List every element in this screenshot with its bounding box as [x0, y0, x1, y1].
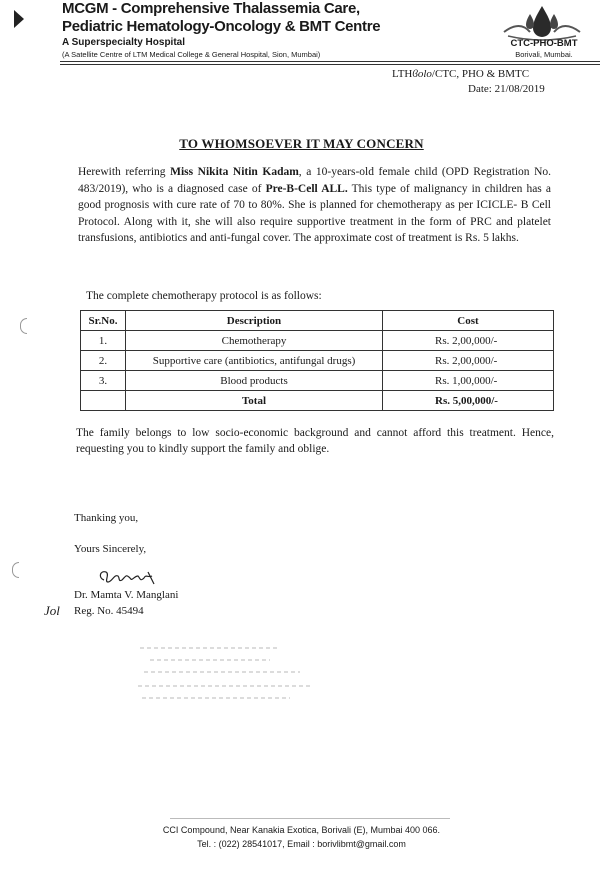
- row-description: Blood products: [126, 371, 383, 391]
- total-label: Total: [126, 391, 383, 411]
- body-paragraph: [78, 164, 551, 247]
- thanks-line: Thanking you,: [74, 512, 139, 524]
- ref-handwritten: ϐοlο: [412, 68, 432, 80]
- letterhead-line-2: Pediatric Hematology-Oncology & BMT Centre: [62, 18, 381, 35]
- registration-number: Reg. No. 45494: [74, 605, 144, 617]
- hospital-logo: [500, 2, 584, 42]
- ref-prefix: LTH: [392, 68, 413, 80]
- letter-title: TO WHOMSOEVER IT MAY CONCERN: [179, 136, 424, 151]
- footer-contact: Tel. : (022) 28541017, Email : borivlibmt@gmail.com: [197, 839, 406, 849]
- date-label: Date:: [468, 83, 492, 95]
- body-text-a: Herewith referring: [78, 166, 171, 178]
- margin-arrow-icon: [14, 10, 24, 28]
- row-cost: Rs. 2,00,000/-: [383, 351, 554, 371]
- row-description: Chemotherapy: [126, 331, 383, 351]
- row-cost: Rs. 2,00,000/-: [383, 331, 554, 351]
- logo-name: CTC-PHO-BMT: [510, 38, 578, 49]
- table-row: [81, 331, 554, 351]
- logo-location: Borivali, Mumbai.: [515, 50, 573, 59]
- margin-note: Jol: [44, 603, 60, 618]
- letter-date: [468, 83, 545, 95]
- header-divider-2: [60, 64, 600, 65]
- row-description: Supportive care (antibiotics, antifungal drugs): [126, 351, 383, 371]
- header-srno: Sr.No.: [81, 311, 126, 331]
- header-divider: [60, 61, 600, 62]
- letterhead-line-3: A Superspecialty Hospital: [62, 37, 185, 48]
- table-row: [81, 351, 554, 371]
- patient-name: Miss Nikita Nitin Kadam: [170, 166, 299, 178]
- row-srno: 3.: [81, 371, 126, 391]
- signature: [96, 566, 166, 588]
- total-cost: Rs. 5,00,000/-: [383, 391, 554, 411]
- table-row: [81, 371, 554, 391]
- footer-address: CCI Compound, Near Kanakia Exotica, Borivali (E), Mumbai 400 066.: [162, 825, 441, 835]
- table-total-row: [81, 391, 554, 411]
- header-description: Description: [126, 311, 383, 331]
- ref-suffix: /CTC, PHO & BMTC: [431, 68, 530, 80]
- doctor-name: Dr. Mamta V. Manglani: [74, 589, 179, 601]
- sincerely-line: Yours Sincerely,: [74, 543, 147, 555]
- table-header-row: [81, 311, 554, 331]
- cost-table: [80, 310, 554, 411]
- protocol-intro: The complete chemotherapy protocol is as follows:: [86, 290, 322, 302]
- letterhead-line-4: (A Satellite Centre of LTM Medical College & General Hospital, Sion, Mumbai): [62, 50, 321, 59]
- faded-stamp: [130, 640, 330, 714]
- row-srno: 1.: [81, 331, 126, 351]
- diagnosis: Pre-B-Cell ALL.: [265, 182, 348, 195]
- reference-number: [392, 68, 529, 80]
- header-cost: Cost: [383, 311, 554, 331]
- punch-mark: [20, 318, 27, 334]
- total-empty: [81, 391, 126, 411]
- row-cost: Rs. 1,00,000/-: [383, 371, 554, 391]
- body-text-c: This type of malignancy in children has a good prognosis with cure rate of 70 to 80%. She is planned for chemotherapy as per ICICLE- B Cell Protocol. Along with it, she will also require supportive treatment in the form of PRC and platelet transfusions, antibiotics and anti-fungal cover. The approximate cost of treatment is Rs. 5 lakhs.: [78, 182, 552, 244]
- footer-divider: [170, 818, 450, 819]
- stamp-marks: [130, 640, 330, 710]
- letterhead-line-1: MCGM - Comprehensive Thalassemia Care,: [62, 0, 360, 17]
- closing-paragraph: The family belongs to low socio-economic background and cannot afford this treatment. Hence, requesting you to kindly support the family and oblige.: [76, 427, 554, 455]
- date-value: 21/08/2019: [494, 83, 545, 95]
- row-srno: 2.: [81, 351, 126, 371]
- punch-mark: [12, 562, 19, 578]
- body-text-b: , a 10-years-old female child (OPD Registration No. 483/2019), who is a diagnosed case of: [78, 166, 552, 195]
